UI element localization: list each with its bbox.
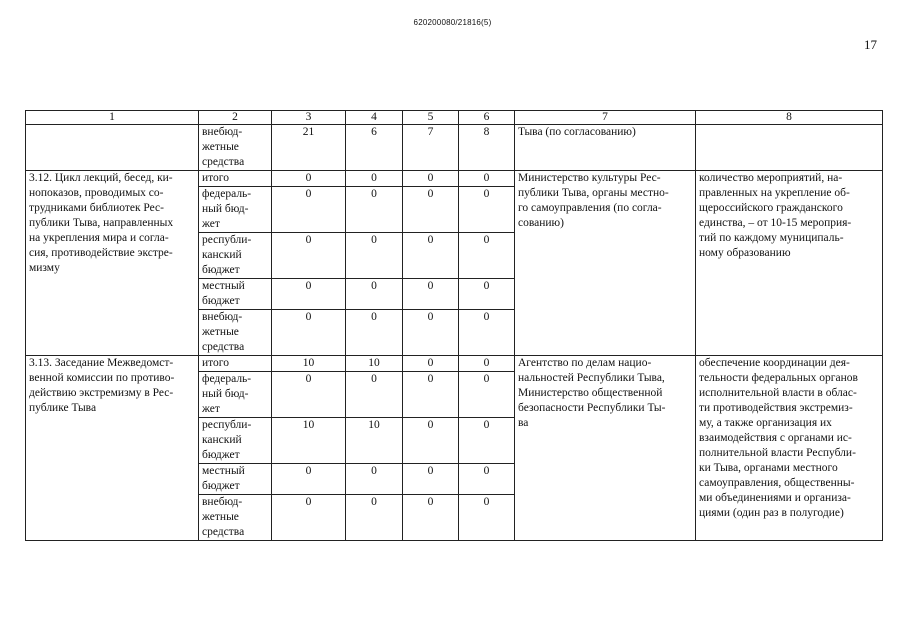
column-number: 5	[403, 111, 459, 125]
value-v3: 0	[272, 171, 346, 187]
column-number: 6	[459, 111, 515, 125]
value-v4: 10	[346, 356, 403, 372]
value-v5: 0	[403, 279, 459, 310]
value-v3: 0	[272, 187, 346, 233]
column-number: 3	[272, 111, 346, 125]
funding-source: местный бюджет	[199, 464, 272, 495]
value-v4: 0	[346, 464, 403, 495]
value-v3: 0	[272, 279, 346, 310]
value-v5: 0	[403, 372, 459, 418]
value-v5: 0	[403, 187, 459, 233]
executor-cell: Тыва (по согласованию)	[515, 125, 696, 171]
executor-cell: Министерство культуры Рес- публики Тыва, органы местно- го самоуправления (по согла- сованию)	[515, 171, 696, 356]
result-cell	[696, 125, 883, 171]
column-number: 8	[696, 111, 883, 125]
table-row	[26, 171, 883, 187]
value-v5: 0	[403, 418, 459, 464]
value-col3: 21	[272, 125, 346, 171]
value-v4: 0	[346, 279, 403, 310]
value-v6: 0	[459, 418, 515, 464]
value-v3: 0	[272, 233, 346, 279]
table-row	[26, 356, 883, 372]
document-code: 620200080/21816(5)	[413, 18, 492, 27]
funding-source: федераль- ный бюд- жет	[199, 372, 272, 418]
funding-source: внебюд- жетные средства	[199, 495, 272, 541]
value-v6: 0	[459, 372, 515, 418]
value-v3: 0	[272, 464, 346, 495]
column-number-row	[26, 111, 883, 125]
value-v4: 0	[346, 187, 403, 233]
value-v5: 0	[403, 310, 459, 356]
value-col4: 6	[346, 125, 403, 171]
value-v4: 0	[346, 495, 403, 541]
value-v6: 0	[459, 233, 515, 279]
value-v4: 0	[346, 310, 403, 356]
carry-over-row	[26, 125, 883, 171]
value-v4: 0	[346, 171, 403, 187]
value-v6: 0	[459, 356, 515, 372]
value-v5: 0	[403, 356, 459, 372]
result-cell: количество мероприятий, на- правленных на укрепление об- щероссийского гражданского единства, – от 10-15 мероприя- тий по каждому муниципаль- ному образованию	[696, 171, 883, 356]
value-v4: 10	[346, 418, 403, 464]
value-v6: 0	[459, 495, 515, 541]
value-v6: 0	[459, 171, 515, 187]
value-v5: 0	[403, 233, 459, 279]
value-v6: 0	[459, 279, 515, 310]
value-v5: 0	[403, 464, 459, 495]
page-number: 17	[864, 37, 877, 52]
value-v6: 0	[459, 464, 515, 495]
column-number: 1	[26, 111, 199, 125]
value-v6: 0	[459, 187, 515, 233]
activity-title: 3.13. Заседание Межведомст- венной комиссии по противо- действию экстремизму в Рес- публике Тыва	[26, 356, 199, 541]
value-v4: 0	[346, 372, 403, 418]
funding-source: итого	[199, 171, 272, 187]
activity-cell	[26, 125, 199, 171]
value-v5: 0	[403, 495, 459, 541]
column-number: 7	[515, 111, 696, 125]
activity-title: 3.12. Цикл лекций, бесед, ки- нопоказов, проводимых со- трудниками библиотек Рес- публики Тыва, направленных на укрепления мира и согла- сия, противодействие экстре- мизму	[26, 171, 199, 356]
value-v3: 0	[272, 310, 346, 356]
result-cell: обеспечение координации дея- тельности федеральных органов исполнительной власти в облас- ти противодействия экстремиз- му, а также организация их взаимодействия с органами ис- полнительной власти Республи- ки Тыва, органами местного самоуправления, общественны- ми объединениями и организа- циями (один раз в полугодие)	[696, 356, 883, 541]
funding-source: итого	[199, 356, 272, 372]
program-table	[25, 110, 883, 541]
funding-source: республи- канский бюджет	[199, 233, 272, 279]
value-v5: 0	[403, 171, 459, 187]
value-col6: 8	[459, 125, 515, 171]
value-v4: 0	[346, 233, 403, 279]
value-col5: 7	[403, 125, 459, 171]
funding-source: федераль- ный бюд- жет	[199, 187, 272, 233]
value-v3: 0	[272, 495, 346, 541]
value-v6: 0	[459, 310, 515, 356]
table-body	[26, 111, 883, 541]
value-v3: 10	[272, 356, 346, 372]
funding-source: республи- канский бюджет	[199, 418, 272, 464]
value-v3: 10	[272, 418, 346, 464]
value-v3: 0	[272, 372, 346, 418]
column-number: 4	[346, 111, 403, 125]
funding-source: местный бюджет	[199, 279, 272, 310]
column-number: 2	[199, 111, 272, 125]
funding-source: внебюд- жетные средства	[199, 310, 272, 356]
executor-cell: Агентство по делам нацио- нальностей Республики Тыва, Министерство общественной безопасности Республики Ты- ва	[515, 356, 696, 541]
funding-source: внебюд- жетные средства	[199, 125, 272, 171]
